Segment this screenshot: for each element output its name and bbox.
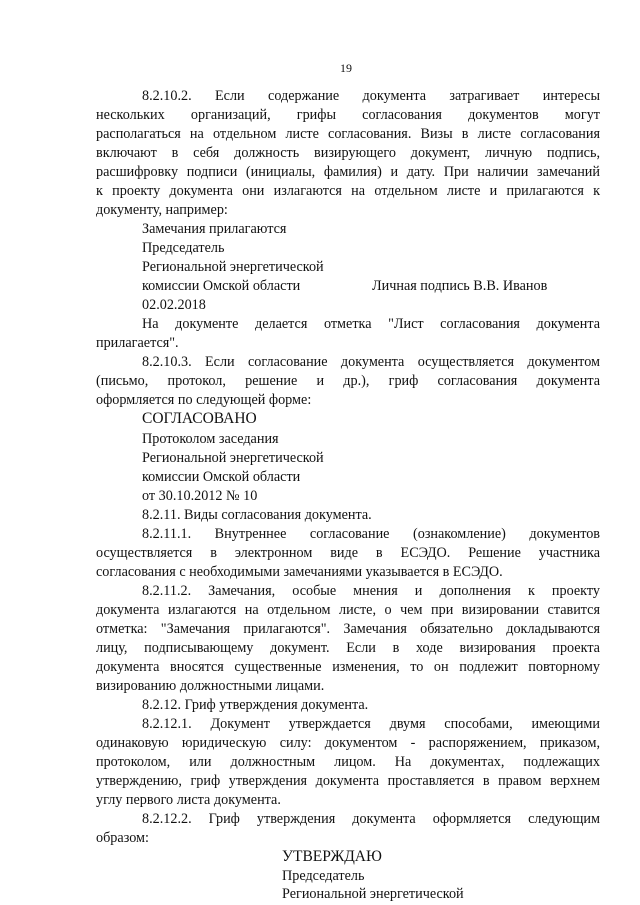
page-number: 19 (340, 61, 352, 75)
paragraph-line: осуществляется в электронном виде в ЕСЭДО. Решение участника (96, 545, 600, 561)
approval-stamp-heading: УТВЕРЖДАЮ (282, 848, 382, 865)
example-date: 02.02.2018 (142, 297, 206, 313)
paragraph-line: прилагается". (96, 335, 179, 351)
example-line: Председатель (282, 868, 365, 884)
paragraph-line: 8.2.12.2. Гриф утверждения документа оформляется следующим (142, 811, 600, 827)
paragraph-line: одинаковую юридическую силу: документом - распоряжением, приказом, (96, 735, 600, 751)
paragraph-line: включают в себя должность визирующего документ, личную подпись, (96, 145, 600, 161)
paragraph-line: документа излагаются на отдельном листе, о чем при визировании ставится (96, 602, 600, 618)
paragraph-line: 8.2.11.1. Внутреннее согласование (ознакомление) документов (142, 526, 600, 542)
example-line: Председатель (142, 240, 225, 256)
section-heading: 8.2.12. Гриф утверждения документа. (142, 697, 369, 713)
paragraph-line: визированию должностными лицами. (96, 678, 325, 694)
paragraph-line: отметка: "Замечания прилагаются". Замечания обязательно докладываются (96, 621, 600, 637)
paragraph-line: лицу, подписывающему документ. Если в ходе визирования проекта (96, 640, 600, 656)
example-line: Замечания прилагаются (142, 221, 287, 237)
example-line: от 30.10.2012 № 10 (142, 488, 258, 504)
paragraph-line: 8.2.10.2. Если содержание документа затрагивает интересы (142, 88, 600, 104)
section-heading: 8.2.11. Виды согласования документа. (142, 507, 372, 523)
paragraph-line: (письмо, протокол, решение и др.), гриф согласования документа (96, 373, 600, 389)
example-signature: Личная подпись В.В. Иванов (372, 278, 548, 294)
paragraph-line: образом: (96, 830, 149, 846)
paragraph-line: документу, например: (96, 202, 228, 218)
approval-stamp-heading: СОГЛАСОВАНО (142, 410, 257, 427)
paragraph-line: к проекту документа они излагаются на отдельном листе и прилагаются к (96, 183, 600, 199)
paragraph-line: углу первого листа документа. (96, 792, 281, 808)
example-line: комиссии Омской области (142, 278, 301, 294)
example-line: Региональной энергетической (142, 259, 324, 275)
paragraph-line: 8.2.11.2. Замечания, особые мнения и дополнения к проекту (142, 583, 600, 599)
paragraph-line: На документе делается отметка "Лист согласования документа (142, 316, 600, 332)
example-line: комиссии Омской области (142, 469, 301, 485)
example-line: Протоколом заседания (142, 431, 279, 447)
paragraph-line: оформляется по следующей форме: (96, 392, 312, 408)
paragraph-line: согласования с необходимыми замечаниями указывается в ЕСЭДО. (96, 564, 503, 580)
paragraph-line: 8.2.10.3. Если согласование документа осуществляется документом (142, 354, 600, 370)
paragraph-line: расшифровку подписи (инициалы, фамилия) и дату. При наличии замечаний (96, 164, 600, 180)
example-line: Региональной энергетической (142, 450, 324, 466)
paragraph-line: утверждению, гриф утверждения документа проставляется в правом верхнем (96, 773, 600, 789)
paragraph-line: 8.2.12.1. Документ утверждается двумя способами, имеющими (142, 716, 600, 732)
paragraph-line: нескольких организаций, грифы согласования документов могут (96, 107, 600, 123)
example-line: Региональной энергетической (282, 886, 464, 902)
paragraph-line: документа вносятся существенные изменения, то он подлежит повторному (96, 659, 600, 675)
paragraph-line: протоколом, или должностным лицом. На документах, подлежащих (96, 754, 600, 770)
paragraph-line: располагаться на отдельном листе согласования. Визы в листе согласования (96, 126, 600, 142)
